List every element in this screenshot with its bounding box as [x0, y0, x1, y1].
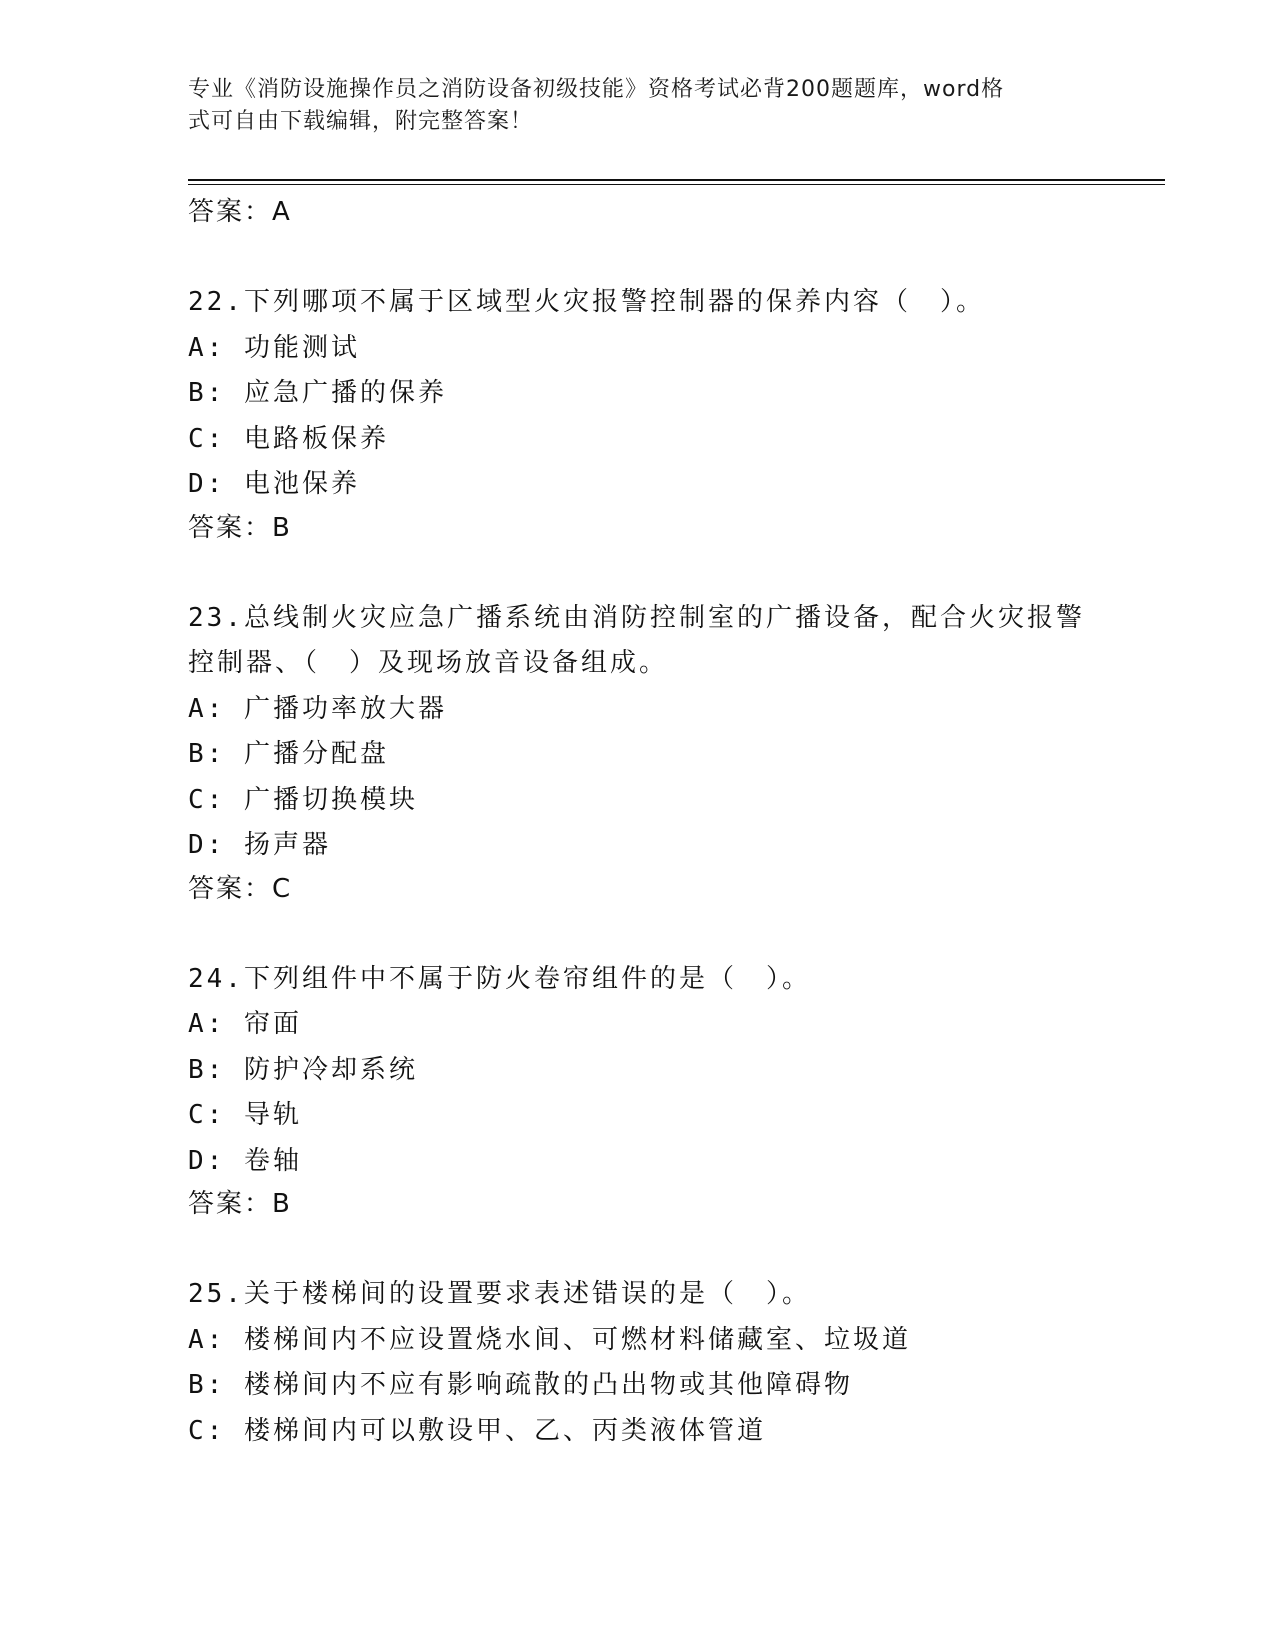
option-b: B: 应急广播的保养 — [188, 378, 447, 408]
header-line-2: 式可自由下载编辑，附完整答案！ — [188, 109, 534, 134]
question-block — [188, 596, 1138, 909]
option-b: B: 广播分配盘 — [188, 739, 389, 769]
header-line-1: 专业《消防设施操作员之消防设备初级技能》资格考试必背200题题库，word格 — [188, 77, 1005, 102]
option-a: A: 功能测试 — [188, 332, 360, 363]
question-block — [188, 280, 1138, 548]
question-stem-continued: 控制器、（ ）及现场放音设备组成。 — [188, 648, 669, 678]
option-d: D: 卷轴 — [188, 1145, 302, 1176]
option-b: B: 楼梯间内不应有影响疏散的凸出物或其他障碍物 — [188, 1370, 853, 1400]
option-a: A: 楼梯间内不应设置烧水间、可燃材料储藏室、垃圾道 — [188, 1324, 911, 1355]
question-block — [188, 957, 1138, 1225]
answer: 答案：C — [188, 873, 293, 904]
answer: 答案：B — [188, 1189, 292, 1219]
option-a: A: 广播功率放大器 — [188, 693, 447, 724]
previous-answer: 答案：A — [188, 197, 292, 227]
document-header — [188, 74, 1068, 138]
option-d: D: 扬声器 — [188, 830, 331, 860]
spacer — [188, 1224, 1138, 1272]
header-divider-thin — [188, 184, 1165, 185]
spacer — [188, 232, 1138, 280]
question-list — [188, 192, 1138, 1454]
answer: 答案：B — [188, 512, 292, 543]
option-c: C: 广播切换模块 — [188, 784, 418, 815]
question-stem: 24.下列组件中不属于防火卷帘组件的是（ ）。 — [188, 963, 811, 994]
header-divider-thick — [188, 179, 1165, 181]
option-b: B: 防护冷却系统 — [188, 1054, 418, 1085]
question-stem: 22.下列哪项不属于区域型火灾报警控制器的保养内容（ ）。 — [188, 287, 985, 317]
option-c: C: 楼梯间内可以敷设甲、乙、丙类液体管道 — [188, 1415, 766, 1446]
option-a: A: 帘面 — [188, 1009, 302, 1039]
option-d: D: 电池保养 — [188, 469, 360, 499]
question-stem: 23.总线制火灾应急广播系统由消防控制室的广播设备，配合火灾报警 — [188, 602, 1085, 633]
spacer — [188, 909, 1138, 957]
option-c: C: 电路板保养 — [188, 423, 389, 454]
option-c: C: 导轨 — [188, 1100, 302, 1130]
question-stem: 25.关于楼梯间的设置要求表述错误的是（ ）。 — [188, 1279, 811, 1309]
question-block — [188, 1272, 1138, 1454]
spacer — [188, 548, 1138, 596]
